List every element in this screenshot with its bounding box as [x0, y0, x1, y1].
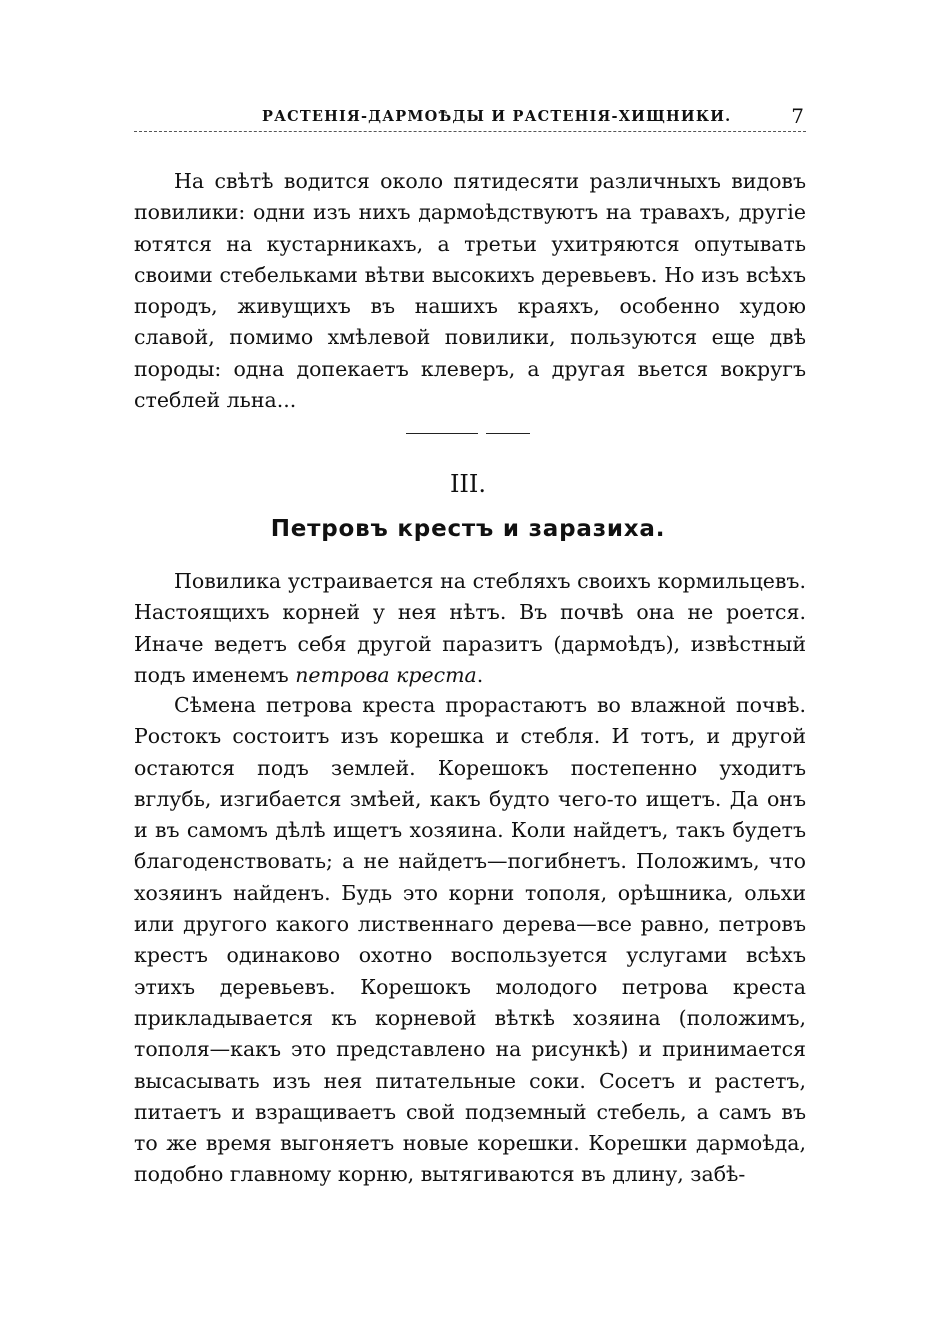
running-title: РАСТЕНІЯ-ДАРМОѢДЫ И РАСТЕНІЯ-ХИЩНИКИ.	[262, 108, 732, 125]
paragraph-povilika-species: На свѣтѣ водится около пятидесяти различныхъ видовъ повилики: одни изъ нихъ дармоѣдствуютъ на травахъ, другіе ютятся на кустарникахъ, а третьи ухитряются опутывать своими стебельками вѣтви высокихъ деревьевъ. Но изъ всѣхъ породъ, живущихъ въ нашихъ краяхъ, особенно худою славой, помимо хмѣлевой повилики, пользуются еще двѣ породы: одна допекаетъ клеверъ, а другая вьется вокругъ стеблей льна...	[134, 169, 806, 413]
paragraph-seeds: Сѣмена петрова креста прорастаютъ во влажной почвѣ. Ростокъ состоитъ изъ корешка и стебля. И тотъ, и другой остаются подъ землей. Корешокъ постепенно уходитъ вглубь, изгибается змѣей, какъ будто чего-то ищетъ. Да онъ и въ самомъ дѣлѣ ищетъ хозяина. Коли найдетъ, такъ будетъ благоденствовать; а не найдетъ—погибнетъ. Положимъ, что хозяинъ найденъ. Будь это корни тополя, орѣшника, ольхи или другого какого лиственнаго дерева—все равно, петровъ крестъ одинаково охотно воспользуется услугами всѣхъ этихъ деревьевъ. Корешокъ молодого петрова креста прикладывается къ корневой вѣткѣ хозяина (положимъ, тополя—какъ это представлено на рисункѣ) и принимается высасывать изъ нея питательные соки. Сосетъ и растетъ, питаетъ и взращиваетъ свой подземный стебель, а самъ въ то же время выгоняетъ новые корешки. Корешки дармоѣда, подобно главному корню, вытягиваются въ длину, забѣ-	[134, 693, 806, 1187]
paragraph-text: Повилика устраивается на стебляхъ своихъ кормильцевъ. Настоящихъ корней у нея нѣтъ. Въ почвѣ она не роется. Иначе ведетъ себя другой паразитъ (дармоѣдъ), извѣстный подъ именемъ	[134, 569, 806, 687]
header-rule	[134, 131, 806, 132]
section-title: Петровъ крестъ и заразиха.	[270, 516, 666, 542]
paragraph-povilika-intro	[134, 566, 806, 691]
page-number: 7	[791, 104, 804, 128]
section-number: III.	[449, 470, 487, 498]
page-header	[134, 104, 806, 132]
italic-term: петрова креста	[295, 662, 477, 687]
section-separator	[406, 433, 530, 434]
paragraph-end: .	[476, 662, 484, 687]
